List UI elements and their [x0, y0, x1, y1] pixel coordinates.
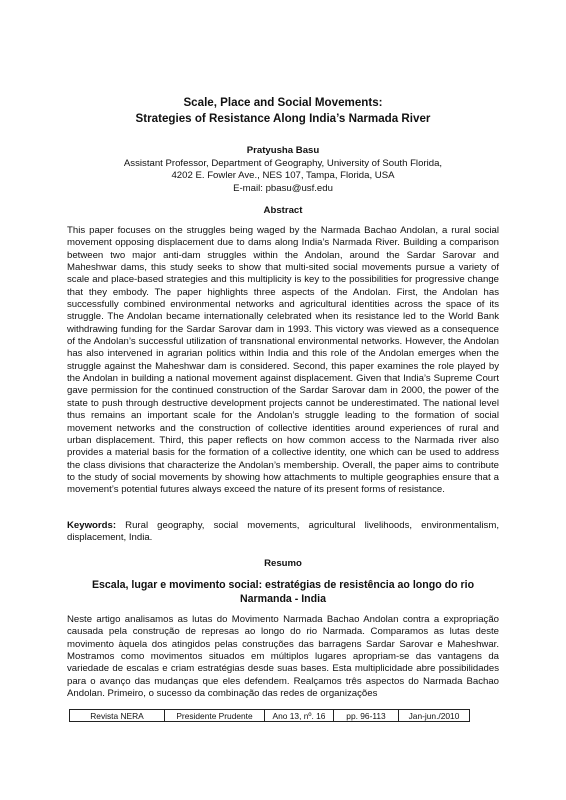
abstract-heading: Abstract — [263, 205, 303, 216]
footer-city: Presidente Prudente — [165, 710, 265, 722]
author-block — [0, 145, 566, 195]
author-name: Pratyusha Basu — [246, 145, 320, 156]
footer-citation-table — [69, 709, 470, 722]
abstract-text: This paper focuses on the struggles being waged by the Narmada Bachao Andolan, a rural social movement opposing displacement due to dams along India’s Narmada River. Building a comparison between two major anti-dam struggles within the Andolan, around the Sardar Sarovar and Maheshwar dams, this study seeks to show that multi-sited social movements pursue a variety of scale and place-based strategies and this multiplicity is key to the possibilities for progressive change that they embody. The paper highlights three aspects of the Andolan. First, the Andolan has successfully combined environmental networks and agricultural identities across the space of its struggle. The Andolan became internationally celebrated when its resistance led to the World Bank withdrawing funding for the Sardar Sarovar dam in 1993. This victory was viewed as a consequence of the Andolan’s successful utilization of transnational environmental networks. However, the Andolan has also intervened in agrarian politics within India and this role of the Andolan emerges when the struggle against the Maheshwar dam is considered. Second, this paper examines the role played by the Andolan in building a national movement against displacement. Given that India’s Supreme Court gave permission for the continued construction of the Sardar Sarovar dam in 2000, the power of the state to push through destructive development projects cannot be underestimated. The national level thus remains an important scale for the Andolan’s struggle leading to the formation of social movement networks and the construction of collective identities around experiences of rural and urban displacement. Third, this paper reflects on how common access to the Narmada river also provides a material basis for the formation of a collective identity, one which can be used to address the class divisions that characterize the Andolan’s membership. Overall, the paper aims to contribute to the study of social movements by showing how attachments to multiple geographies ensure that a movement’s potential futures always exceed the nature of its present forms of resistance. — [67, 225, 499, 496]
resumo-title-line-2: Narmanda - India — [240, 593, 326, 605]
resumo-heading: Resumo — [264, 558, 302, 569]
resumo-text: Neste artigo analisamos as lutas do Movimento Narmada Bachao Andolan contra a expropriação causada pela construção de represas ao longo do rio Narmada. Comparamos as lutas deste movimento àquela dos atingidos pelas construções das barragens Sardar Sarovar e Maheshwar. Mostramos como movimentos situados em múltiplos lugares apropriam-se das vantagens da variedade de escalas e criam estratégias desde suas bases. Esta multiplicidade abre possibilidades para o avanço das mudanças que eles defendem. Realçamos três aspectos do Narmada Bachao Andolan. Primeiro, o sucesso da combinação das redes de organizações — [67, 614, 499, 700]
keywords-label: Keywords: — [67, 520, 117, 531]
title-line-2: Strategies of Resistance Along India’s Narmada River — [135, 112, 431, 125]
author-address: 4202 E. Fowler Ave., NES 107, Tampa, Florida, USA — [171, 170, 395, 181]
resumo-title-line-1: Escala, lugar e movimento social: estratégias de resistência ao longo do rio — [91, 579, 475, 591]
resumo-title — [67, 578, 499, 606]
footer-row — [70, 710, 470, 722]
author-affiliation: Assistant Professor, Department of Geography, University of South Florida, — [123, 157, 443, 169]
title-line-1: Scale, Place and Social Movements: — [183, 96, 383, 109]
footer-date: Jan-jun./2010 — [399, 710, 470, 722]
footer-journal: Revista NERA — [70, 710, 165, 722]
author-email: E-mail: pbasu@usf.edu — [233, 182, 333, 194]
keywords-text: Rural geography, social movements, agricultural livelihoods, environmentalism, displacement, India. — [67, 520, 499, 544]
paper-title — [0, 95, 566, 127]
footer-issue: Ano 13, nº. 16 — [265, 710, 334, 722]
footer-pages: pp. 96-113 — [334, 710, 399, 722]
keywords — [67, 520, 499, 545]
